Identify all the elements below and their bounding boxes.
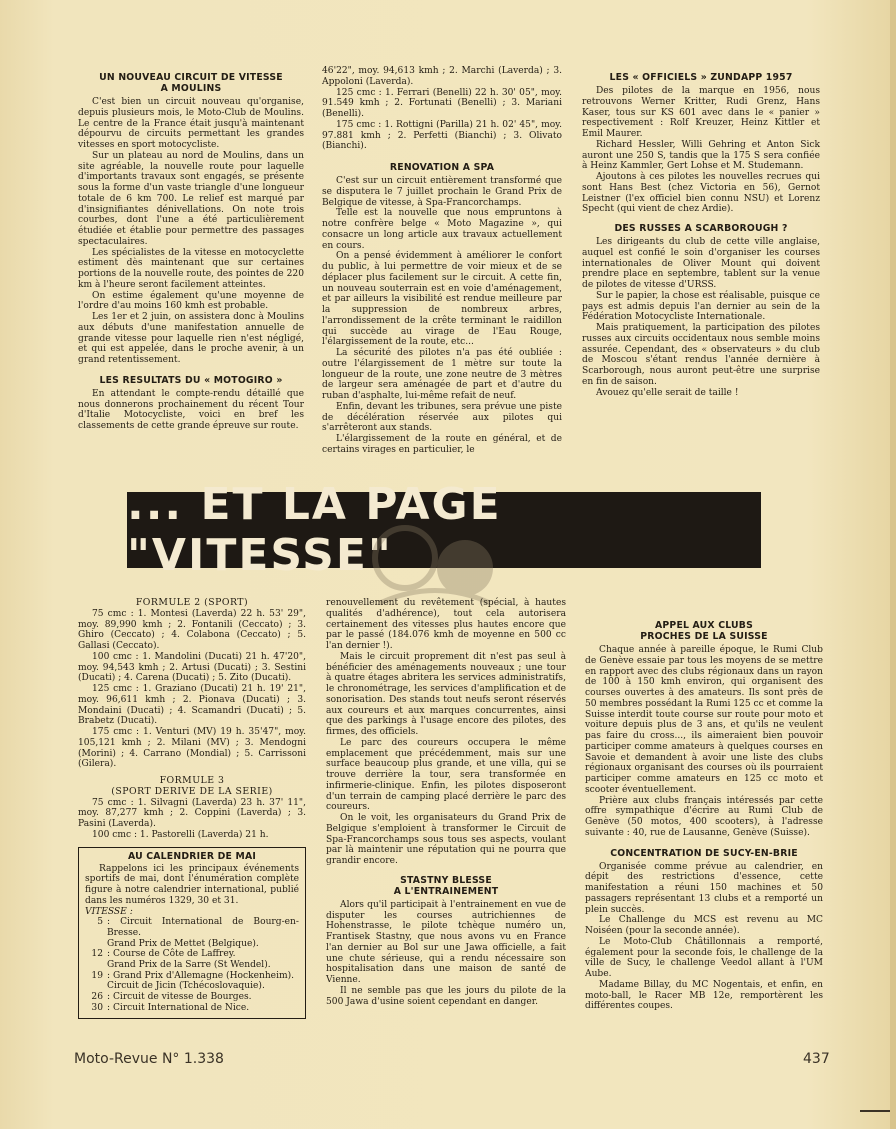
paragraph: 100 cmc : 1. Pastorelli (Laverda) 21 h. — [92, 829, 269, 840]
headline-zundapp: LES « OFFICIELS » ZUNDAPP 1957 — [609, 72, 793, 83]
paragraph: Le Moto-Club Châtillonnais a remporté, également pour la seconde fois, le challenge de la ville de Sucy, le challenge Veedol allant à l'UM Aube. — [585, 936, 823, 979]
paragraph: L'élargissement de la route en général, et de certains virages en particulier, le — [322, 434, 562, 455]
paragraph: 175 cmc : 1. Rottigni (Parilla) 21 h. 02' 45", moy. 97.881 kmh ; 2. Perfetti (Bianchi) ; 3. Olivato (Bianchi). — [322, 119, 562, 152]
calendar-row — [85, 917, 299, 938]
calendar-day — [85, 981, 107, 992]
column-5 — [326, 598, 566, 1007]
headline-motogiro: LES RESULTATS DU « MOTOGIRO » — [99, 374, 283, 386]
calendar-event: Grand Prix de la Sarre (St Wendel). — [107, 960, 271, 971]
column-2 — [322, 66, 562, 456]
paragraph: 125 cmc : 1. Ferrari (Benelli) 22 h. 30' 05", moy. 91.549 kmh ; 2. Fortunati (Benelli) ; 3. Mariani (Benelli). — [322, 87, 562, 119]
calendar-row — [85, 981, 299, 992]
column-1 — [78, 66, 304, 432]
calendar-row — [85, 992, 299, 1003]
paragraph: Les 1er et 2 juin, on assistera donc à Moulins aux débuts d'une manifestation annuelle de grande vitesse pour laquelle rien n'est négligé, et qui est appelée, dans le proche avenir, à un grand retentissement. — [78, 312, 304, 365]
paragraph: 175 cmc : 1. Venturi (MV) 19 h. 35'47", moy. 105,121 kmh ; 2. Milani (MV) ; 3. Mendogni (Morini) ; 4. Carrano (Mondial) ; 5. Carrissoni (Gilera). — [78, 727, 306, 770]
calendar-day — [85, 960, 107, 971]
headline-scarborough: DES RUSSES A SCARBOROUGH ? — [614, 223, 788, 234]
calendar-day: 19 — [91, 970, 103, 981]
paragraph: Les dirigeants du club de cette ville anglaise, auquel est confié le soin d'organiser les courses internationales de Oliver Mount qui doivent prendre place en septembre, tablent sur la venue de pilotes de vitesse d'URSS. — [582, 237, 820, 290]
paragraph: Des pilotes de la marque en 1956, nous retrouvons Werner Kritter, Rudi Grenz, Hans Kaser, tous sur KS 601 avec dans le « panier » respectivement : Rolf Kreuzer, Heinz Kittler et Emil Maurer. — [582, 86, 820, 139]
paragraph: 46'22", moy. 94,613 kmh ; 2. Marchi (Laverda) ; 3. Appoloni (Laverda). — [322, 66, 562, 87]
headline-stastny-line1: STASTNY BLESSE — [400, 874, 492, 886]
column-6 — [585, 598, 823, 1012]
calendar-title: AU CALENDRIER DE MAI — [127, 850, 257, 862]
calendar-row — [85, 960, 299, 971]
paragraph: C'est sur un circuit entièrement transformé que se disputera le 7 juillet prochain le Grand Prix de Belgique de vitesse, à Spa-Francorchamps. — [322, 176, 562, 208]
headline-formule3-sub: (SPORT DERIVE DE LA SERIE) — [111, 785, 273, 797]
calendar-event: Grand Prix de Mettet (Belgique). — [107, 938, 259, 949]
headline-stastny-line2: A L'ENTRAINEMENT — [393, 885, 499, 897]
headline-clubs-line1: APPEL AUX CLUBS — [655, 620, 753, 631]
paragraph: Alors qu'il participait à l'entrainement en vue de disputer les courses autrichiennes de Hohenstrasse, le pilote tchèque numéro un, Frantisek Stastny, que nous avons vu en France l'an dernier au Bol sur une Jawa officielle, a fait une chute sérieuse, qui a rendu nécessaire son hospitalisation dans une maison de santé de Vienne. — [326, 899, 566, 985]
headline-spa: RENOVATION A SPA — [389, 162, 495, 173]
calendar-event: : Circuit International de Bourg-en-Bresse. — [107, 917, 299, 938]
calendar-heading: VITESSE : — [85, 906, 133, 917]
paragraph: Prière aux clubs français intéressés par cette offre sympathique d'écrire au Rumi Club de Genève (50 motos, 400 scooters), à l'adresse suivante : 40, rue de Lausanne, Genève (Suisse). — [585, 795, 823, 838]
headline-formule3: FORMULE 3 — [159, 775, 225, 786]
column-3 — [582, 66, 820, 398]
calendar-day: 12 — [91, 949, 103, 960]
paragraph: renouvellement du revêtement (spécial, à hautes qualités d'adhérence), tout cela autorisera certainement des vitesses plus hautes encore que par le passé (184.076 kmh de moyenne en 500 cc l'an dernier !). — [326, 598, 566, 651]
paragraph: 125 cmc : 1. Graziano (Ducati) 21 h. 19' 21", moy. 96,611 kmh ; 2. Pionava (Ducati) ; 3. Mondaini (Ducati) ; 4. Scamandri (Ducati) ; 5. Brabetz (Ducati). — [78, 684, 306, 727]
paragraph: Enfin, devant les tribunes, sera prévue une piste de décélération réservée aux pilotes qui s'arrêteront aux stands. — [322, 401, 562, 434]
paragraph: Mais pratiquement, la participation des pilotes russes aux circuits occidentaux nous semble moins assurée. Cependant, des « observateurs » du club de Moscou s'étant rendus l'année dernière à Scarborough, nous auront peut-être une surprise en fin de saison. — [582, 323, 820, 387]
paragraph: 75 cmc : 1. Silvagni (Laverda) 23 h. 37' 11", moy. 87,277 kmh ; 2. Coppini (Laverda) ; 3. Pasini (Laverda). — [78, 797, 306, 829]
calendar-box — [78, 847, 306, 1019]
paragraph: Chaque année à pareille époque, le Rumi Club de Genève essaie par tous les moyens de se mettre en rapport avec des clubs régionaux dans un rayon de 100 à 150 kmh environ, qui organisent des courses ouvertes à des amateurs. Ils sont près de 50 membres possédant la Rumi 125 cc et comme la Suisse interdit toute course sur route pour moto et voiture depuis plus de 3 ans, et qu'ils ne veulent pas faire du cross..., ils aimeraient bien pouvoir participer comme amateurs à quelques courses en Savoie et demandent à avoir une liste des clubs régionaux organisant des courses où ils pourraient participer comme amateurs en 125 cc moto et scooter éventuellement. — [585, 645, 823, 795]
calendar-day: 30 — [91, 1002, 103, 1013]
footer-publication: Moto-Revue N° 1.338 — [74, 1051, 224, 1067]
paragraph: Avouez qu'elle serait de taille ! — [596, 387, 739, 398]
paragraph: On le voit, les organisateurs du Grand Prix de Belgique s'emploient à transformer le Circuit de Spa-Francorchamps sous tous ses aspects, voulant par là maintenir une réputation qui ne pourra que grandir encore. — [326, 813, 566, 866]
calendar-row — [85, 971, 299, 982]
paragraph: En attendant le compte-rendu détaillé que nous donnerons prochainement du récent Tour d'Italie Motocycliste, voici en bref les classements de cette grande épreuve sur route. — [78, 388, 304, 431]
banner-title: ... ET LA PAGE "VITESSE" — [127, 479, 502, 581]
paragraph: Le parc des coureurs occupera le même emplacement que précédemment, mais sur une surface beaucoup plus grande, et une villa, qui se trouve derrière la tour, sera transformée en infirmerie-clinique. Enfin, les pilotes disposeront d'un terrain de camping placé derrière le parc des coureurs. — [326, 737, 566, 813]
paragraph: Mais le circuit proprement dit n'est pas seul à bénéficier des aménagements nouveaux ; une tour à quatre étages abritera les services administratifs, le chronométrage, les services d'amplification et de sonorisation. Des stands tout neufs seront réservés aux coureurs et aux marques concurrentes, ainsi que des parkings à l'usage encore des pilotes, des firmes, des officiels. — [326, 651, 566, 737]
paragraph: 100 cmc : 1. Mandolini (Ducati) 21 h. 47'20", moy. 94,543 kmh ; 2. Artusi (Ducati) ; 3. Sestini (Ducati) ; 4. Carena (Ducati) ; 5. Zito (Ducati). — [78, 651, 306, 684]
page-edge — [890, 0, 896, 1129]
calendar-event: Circuit de Jicin (Tchécoslovaquie). — [107, 981, 265, 992]
calendar-day — [85, 939, 107, 950]
calendar-row — [85, 949, 299, 960]
calendar-event: : Course de Côte de Laffrey. — [107, 949, 236, 960]
calendar-intro: Rappelons ici les principaux événements sportifs de mai, dont l'énumération complète figure à notre calendrier international, publié dans les numéros 1329, 30 et 31. — [85, 863, 299, 906]
paragraph: La sécurité des pilotes n'a pas été oubliée : outre l'élargissement de 1 mètre sur toute la longueur de la route, une zone neutre de 3 mètres de largeur sera aménagée de part et d'autre du ruban d'asphalte, lui-même refait de neuf. — [322, 348, 562, 401]
calendar-row — [85, 1003, 299, 1014]
headline-clubs-line2: PROCHES DE LA SUISSE — [640, 631, 768, 642]
headline-moulins — [78, 72, 304, 94]
calendar-day: 26 — [91, 992, 103, 1003]
calendar-event: : Circuit International de Nice. — [107, 1002, 250, 1013]
paragraph: Sur un plateau au nord de Moulins, dans un site agréable, la nouvelle route pour laquelle d'importants travaux sont engagés, se présente sous la forme d'un vaste triangle d'une longueur totale de 6 km 700. Le relief est marqué par d'insignifiantes dénivellations. On note trois courbes, dont l'une a été particulièrement étudiée et établie pour permettre des passages spectaculaires. — [78, 150, 304, 247]
headline-moulins-line2: A MOULINS — [160, 83, 222, 94]
paragraph: Le Challenge du MCS est revenu au MC Noiséen (pour la seconde année). — [585, 915, 823, 936]
paragraph: On estime également qu'une moyenne de l'ordre d'au moins 160 kmh est probable. — [78, 290, 304, 312]
paragraph: 75 cmc : 1. Montesi (Laverda) 22 h. 53' 29", moy. 89,990 kmh ; 2. Fontanili (Ceccato) ; 3. Ghiro (Ceccato) ; 4. Colabona (Ceccato) ; 5. Gallasi (Ceccato). — [78, 608, 306, 651]
paragraph: Organisée comme prévue au calendrier, en dépit des restrictions d'essence, cette manifestation a réuni 150 machines et 50 passagers représentant 13 clubs et a remporté un plein succès. — [585, 861, 823, 915]
paragraph: Les spécialistes de la vitesse en motocyclette estiment dès maintenant que sur certaines portions de la nouvelle route, des pointes de 220 km à l'heure seront facilement atteintes. — [78, 247, 304, 290]
paragraph: Il ne semble pas que les jours du pilote de la 500 Jawa d'usine soient cependant en danger. — [326, 985, 566, 1007]
paragraph: Ajoutons à ces pilotes les nouvelles recrues qui sont Hans Best (chez Victoria en 56), Gernot Leistner (l'ex officiel bien connu NSU) et Lorenz Specht (qui vient de chez Ardie). — [582, 172, 820, 215]
headline-clubs — [585, 620, 823, 642]
column-4 — [78, 598, 306, 1019]
calendar-event: : Grand Prix d'Allemagne (Hockenheim). — [107, 970, 295, 981]
paragraph: C'est bien un circuit nouveau qu'organise, depuis plusieurs mois, le Moto-Club de Moulins. Le centre de la France était jusqu'à maintenant dépourvu de circuits permettant les grandes vitesses en sport motocycliste. — [78, 97, 304, 150]
paragraph: On a pensé évidemment à améliorer le confort du public, à lui permettre de voir mieux et de se déplacer plus facilement sur le circuit. A cette fin, un nouveau souterrain est en voie d'aménagement, et par ailleurs la visibilité est rendue meilleure par la suppression de nombreux arbres, l'arrondissement de la crête terminant le raidillon qui succède au virage de l'Eau Rouge, l'élargissement de la route, etc... — [322, 251, 562, 348]
paragraph: Richard Hessler, Willi Gehring et Anton Sick auront une 250 S, tandis que la 175 S sera confiée à Heinz Kammler, Gert Lohse et M. Studemann. — [582, 139, 820, 172]
calendar-event: : Circuit de vitesse de Bourges. — [107, 992, 252, 1003]
headline-sucy: CONCENTRATION DE SUCY-EN-BRIE — [610, 847, 798, 859]
headline-moulins-line1: UN NOUVEAU CIRCUIT DE VITESSE — [99, 72, 283, 83]
headline-stastny — [326, 875, 566, 897]
paragraph: Madame Billay, du MC Nogentais, et enfin, en moto-ball, le Racer MB 12e, remportèrent les différentes coupes. — [585, 979, 823, 1012]
calendar-day: 5 — [97, 917, 103, 928]
paragraph: Sur le papier, la chose est réalisable, puisque ce pays est admis depuis l'an dernier au sein de la Fédération Motocycliste Internationale. — [582, 290, 820, 323]
calendar-list — [85, 917, 299, 1013]
calendar-row — [85, 939, 299, 950]
headline-formule2: FORMULE 2 (SPORT) — [135, 597, 249, 608]
paragraph: Telle est la nouvelle que nous empruntons à notre confrère belge « Moto Magazine », qui consacre un long article aux travaux actuellement en cours. — [322, 208, 562, 251]
page-number: 437 — [803, 1051, 830, 1067]
